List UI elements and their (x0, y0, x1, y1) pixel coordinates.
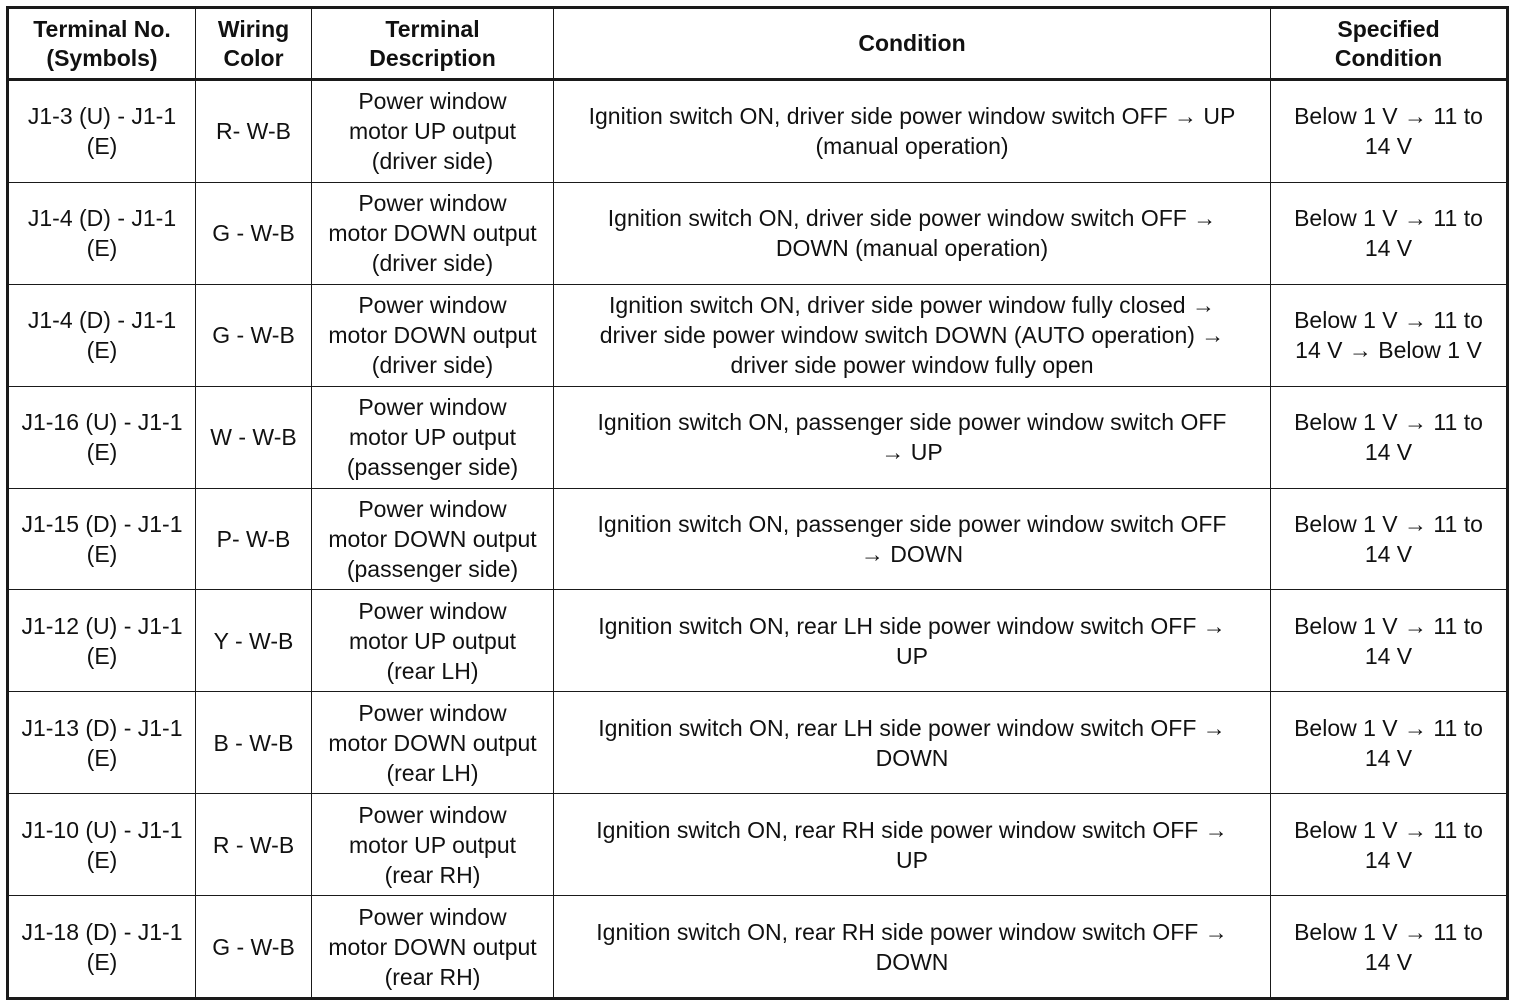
condition-cell: Ignition switch ON, passenger side power window switch OFF → UP (554, 386, 1271, 488)
specified-condition-cell: Below 1 V → 11 to 14 V (1271, 386, 1508, 488)
wiring-color-cell: B - W-B (196, 692, 312, 794)
wiring-color-cell: R- W-B (196, 80, 312, 183)
terminal-description-cell: Power window motor DOWN output (rear LH) (312, 692, 554, 794)
condition-cell: Ignition switch ON, driver side power window fully closed → driver side power window switch DOWN (AUTO operation) → driver side power window fully open (554, 284, 1271, 386)
wiring-color-cell: G - W-B (196, 896, 312, 999)
table-row (8, 80, 1508, 183)
table-row (8, 182, 1508, 284)
terminal-cell: J1-3 (U) - J1-1 (E) (8, 80, 196, 183)
terminal-description-cell: Power window motor DOWN output (driver side) (312, 284, 554, 386)
terminal-description-cell: Power window motor UP output (rear RH) (312, 794, 554, 896)
condition-cell: Ignition switch ON, rear LH side power window switch OFF → DOWN (554, 692, 1271, 794)
condition-cell: Ignition switch ON, driver side power window switch OFF → DOWN (manual operation) (554, 182, 1271, 284)
condition-cell: Ignition switch ON, passenger side power window switch OFF → DOWN (554, 488, 1271, 590)
specified-condition-cell: Below 1 V → 11 to 14 V (1271, 896, 1508, 999)
wiring-color-cell: G - W-B (196, 284, 312, 386)
condition-cell: Ignition switch ON, rear RH side power window switch OFF → UP (554, 794, 1271, 896)
header-terminal-no: Terminal No. (Symbols) (8, 8, 196, 80)
condition-cell: Ignition switch ON, driver side power window switch OFF → UP (manual operation) (554, 80, 1271, 183)
table-row (8, 896, 1508, 999)
terminal-cell: J1-4 (D) - J1-1 (E) (8, 182, 196, 284)
wiring-color-cell: G - W-B (196, 182, 312, 284)
terminal-cell: J1-15 (D) - J1-1 (E) (8, 488, 196, 590)
terminal-description-cell: Power window motor UP output (rear LH) (312, 590, 554, 692)
terminal-cell: J1-18 (D) - J1-1 (E) (8, 896, 196, 999)
header-row (8, 8, 1508, 80)
specified-condition-cell: Below 1 V → 11 to 14 V (1271, 182, 1508, 284)
table-row (8, 692, 1508, 794)
header-wiring-color: Wiring Color (196, 8, 312, 80)
table-row (8, 284, 1508, 386)
table-row (8, 386, 1508, 488)
specified-condition-cell: Below 1 V → 11 to 14 V (1271, 692, 1508, 794)
specified-condition-cell: Below 1 V → 11 to 14 V (1271, 80, 1508, 183)
terminal-description-cell: Power window motor UP output (passenger side) (312, 386, 554, 488)
terminal-cell: J1-12 (U) - J1-1 (E) (8, 590, 196, 692)
condition-cell: Ignition switch ON, rear RH side power window switch OFF → DOWN (554, 896, 1271, 999)
header-condition: Condition (554, 8, 1271, 80)
specified-condition-cell: Below 1 V → 11 to 14 V (1271, 488, 1508, 590)
table-row (8, 794, 1508, 896)
terminal-description-cell: Power window motor UP output (driver side) (312, 80, 554, 183)
terminal-description-cell: Power window motor DOWN output (passenger side) (312, 488, 554, 590)
header-specified-condition: Specified Condition (1271, 8, 1508, 80)
table-row (8, 590, 1508, 692)
specified-condition-cell: Below 1 V → 11 to 14 V (1271, 794, 1508, 896)
terminal-description-cell: Power window motor DOWN output (rear RH) (312, 896, 554, 999)
table-row (8, 488, 1508, 590)
condition-cell: Ignition switch ON, rear LH side power window switch OFF → UP (554, 590, 1271, 692)
terminal-cell: J1-10 (U) - J1-1 (E) (8, 794, 196, 896)
specified-condition-cell: Below 1 V → 11 to 14 V → Below 1 V (1271, 284, 1508, 386)
specified-condition-cell: Below 1 V → 11 to 14 V (1271, 590, 1508, 692)
terminal-cell: J1-13 (D) - J1-1 (E) (8, 692, 196, 794)
wiring-color-cell: P- W-B (196, 488, 312, 590)
terminal-spec-table-container (6, 6, 1506, 1000)
terminal-spec-table (6, 6, 1509, 1000)
terminal-cell: J1-4 (D) - J1-1 (E) (8, 284, 196, 386)
terminal-description-cell: Power window motor DOWN output (driver side) (312, 182, 554, 284)
terminal-cell: J1-16 (U) - J1-1 (E) (8, 386, 196, 488)
header-terminal-description: Terminal Description (312, 8, 554, 80)
wiring-color-cell: Y - W-B (196, 590, 312, 692)
wiring-color-cell: W - W-B (196, 386, 312, 488)
wiring-color-cell: R - W-B (196, 794, 312, 896)
